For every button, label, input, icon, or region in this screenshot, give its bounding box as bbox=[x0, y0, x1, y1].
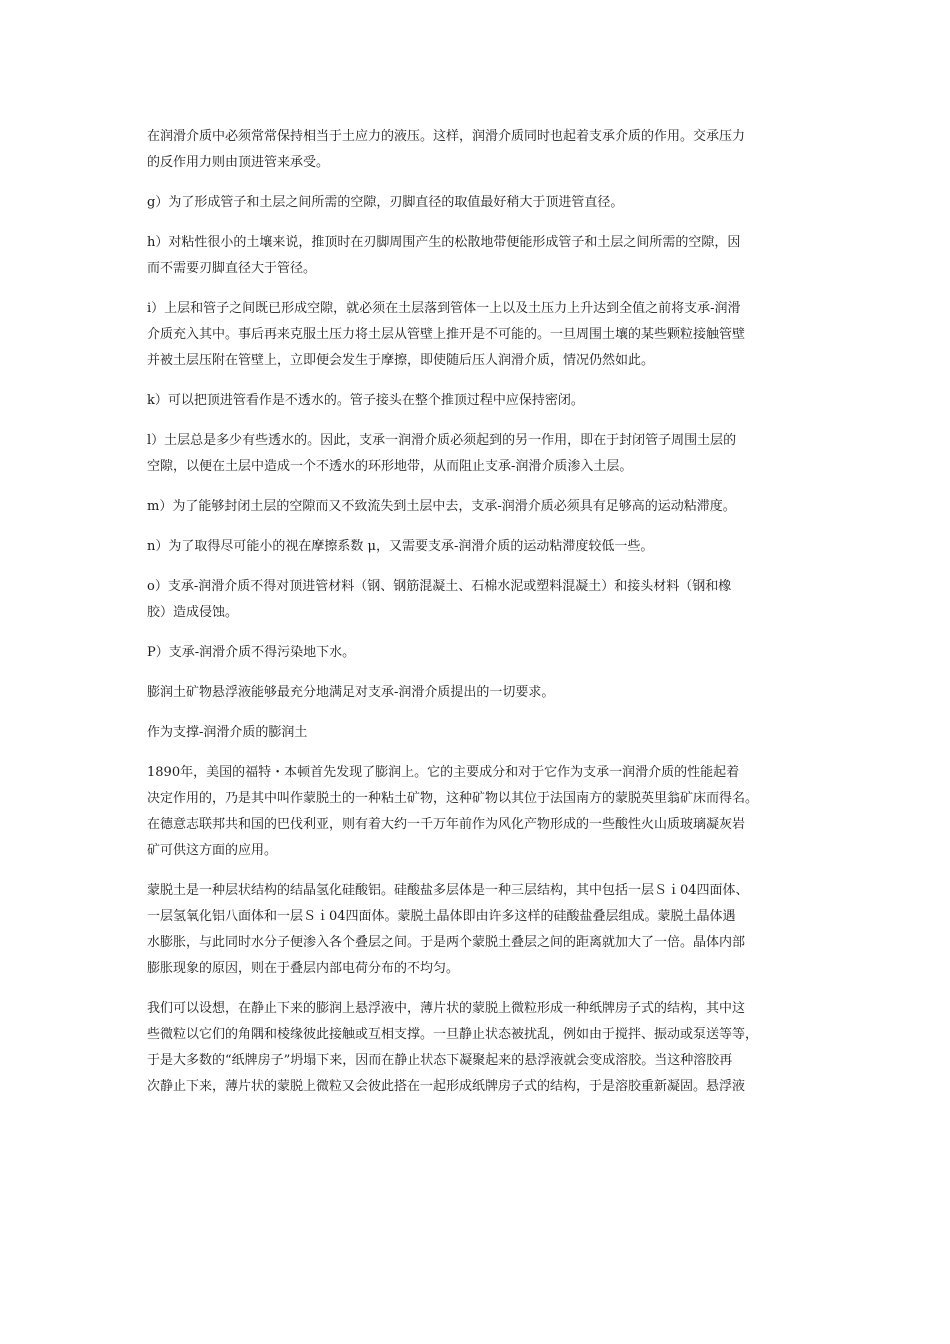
text-line: 我们可以设想，在静止下来的膨润上悬浮液中，薄片状的蒙脱上微粒形成一种纸牌房子式的结构，其中这 bbox=[147, 1001, 746, 1016]
text-line: i）上层和管子之间既已形成空隙，就必须在土层落到管体一上以及土压力上升达到全值之前将支承-润滑 bbox=[147, 301, 741, 316]
text-line: 并被土层压附在管壁上，立即便会发生于摩擦，即使随后压人润滑介质，情况仍然如此。 bbox=[147, 353, 655, 368]
paragraph bbox=[147, 494, 827, 520]
text-line: m）为了能够封闭土层的空隙而又不致流失到土层中去，支承-润滑介质必须具有足够高的运动粘滞度。 bbox=[147, 499, 736, 514]
text-line: h）对粘性很小的土壤来说，推顶时在刃脚周围产生的松散地带便能形成管子和土层之间所需的空隙，因 bbox=[147, 235, 741, 250]
paragraph bbox=[147, 534, 827, 560]
paragraph bbox=[147, 640, 827, 666]
text-line: 于是大多数的“纸牌房子”坍塌下来，因而在静止状态下凝聚起来的悬浮液就会变成溶胶。当这种溶胶再 bbox=[147, 1053, 733, 1068]
paragraph bbox=[147, 720, 827, 746]
text-line: 蒙脱土是一种层状结构的结晶氢化硅酸铝。硅酸盐多层体是一种三层结构，其中包括一层Ｓｉ04四面体、 bbox=[147, 883, 749, 898]
text-line: 膨润土矿物悬浮液能够最充分地满足对支承-润滑介质提出的一切要求。 bbox=[147, 685, 555, 700]
text-line: 胶）造成侵蚀。 bbox=[147, 605, 239, 620]
paragraph bbox=[147, 878, 827, 982]
text-line: 1890年，美国的福特・本顿首先发现了膨润上。它的主要成分和对于它作为支承一润滑介质的性能起着 bbox=[147, 765, 740, 780]
text-line: 些微粒以它们的角隅和棱缘彼此接触或互相支撑。一旦静止状态被扰乱，例如由于搅拌、振动或泵送等等， bbox=[147, 1027, 759, 1042]
text-line: 矿可供这方面的应用。 bbox=[147, 843, 278, 858]
text-line: 决定作用的，乃是其中叫作蒙脱土的一种粘土矿物，这种矿物以其位于法国南方的蒙脱英里翁矿床而得名。 bbox=[147, 791, 759, 806]
paragraph bbox=[147, 760, 827, 864]
document-page bbox=[147, 124, 827, 1114]
paragraph bbox=[147, 388, 827, 414]
text-line: 次静止下来，薄片状的蒙脱上微粒又会彼此搭在一起形成纸牌房子式的结构，于是溶胶重新凝固。悬浮液 bbox=[147, 1079, 746, 1094]
text-line: k）可以把顶进管看作是不透水的。管子接头在整个推顶过程中应保持密闭。 bbox=[147, 393, 584, 408]
paragraph bbox=[147, 296, 827, 374]
text-line: n）为了取得尽可能小的视在摩擦系数 μ，又需要支承-润滑介质的运动粘滞度较低一些。 bbox=[147, 539, 654, 554]
paragraph bbox=[147, 230, 827, 282]
text-line: 一层氢氧化铝八面体和一层Ｓｉ04四面体。蒙脱土晶体即由许多这样的硅酸盐叠层组成。蒙脱土晶体遇 bbox=[147, 909, 736, 924]
text-line: o）支承-润滑介质不得对顶进管材料（钢、钢筋混凝土、石棉水泥或塑料混凝土）和接头材料（钢和橡 bbox=[147, 579, 732, 594]
paragraph bbox=[147, 574, 827, 626]
text-line: 膨胀现象的原因，则在于叠层内部电荷分布的不均匀。 bbox=[147, 961, 460, 976]
text-line: P）支承-润滑介质不得污染地下水。 bbox=[147, 645, 356, 660]
text-line: 介质充入其中。事后再来克服土压力将土层从管壁上推开是不可能的。一旦周围土壤的某些颗粒接触管壁 bbox=[147, 327, 746, 342]
text-line: 在润滑介质中必须常常保持相当于土应力的液压。这样，润滑介质同时也起着支承介质的作用。交承压力 bbox=[147, 129, 746, 144]
text-line: 作为支撑-润滑介质的膨润土 bbox=[147, 725, 308, 740]
paragraph bbox=[147, 680, 827, 706]
text-line: 的反作用力则由顶进管来承受。 bbox=[147, 155, 330, 170]
paragraph bbox=[147, 996, 827, 1100]
text-line: 而不需要刃脚直径大于管径。 bbox=[147, 261, 317, 276]
text-line: g）为了形成管子和土层之间所需的空隙，刃脚直径的取值最好稍大于顶进管直径。 bbox=[147, 195, 624, 210]
paragraph bbox=[147, 428, 827, 480]
paragraph bbox=[147, 124, 827, 176]
text-line: 在德意志联邦共和国的巴伐利亚，则有着大约一千万年前作为风化产物形成的一些酸性火山质玻璃凝灰岩 bbox=[147, 817, 746, 832]
paragraph bbox=[147, 190, 827, 216]
text-line: 水膨胀，与此同时水分子便渗入各个叠层之间。于是两个蒙脱土叠层之间的距离就加大了一倍。晶体内部 bbox=[147, 935, 746, 950]
text-line: l）土层总是多少有些透水的。因此，支承一润滑介质必须起到的另一作用，即在于封闭管子周围土层的 bbox=[147, 433, 737, 448]
text-line: 空隙，以便在土层中造成一个不透水的环形地带，从而阻止支承-润滑介质渗入土层。 bbox=[147, 459, 633, 474]
